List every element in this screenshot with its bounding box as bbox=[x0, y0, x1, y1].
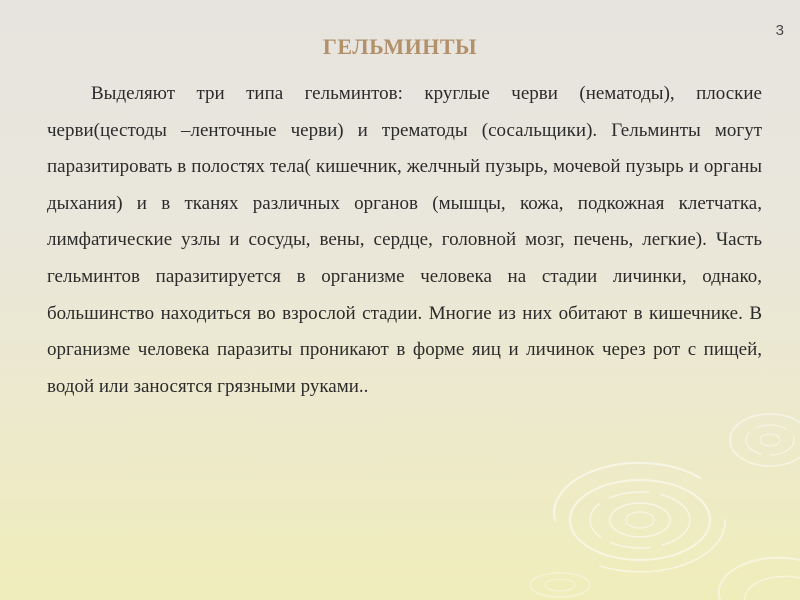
page-number: 3 bbox=[775, 22, 784, 39]
slide-title: ГЕЛЬМИНТЫ bbox=[322, 34, 478, 59]
body-paragraph: Выделяют три типа гельминтов: круглые черви (нематоды), плоские черви(цестоды –ленточные черви) и трематоды (сосальщики). Гельминты могут паразитировать в полостях тела( кишечник, желчный пузырь, мочевой пузырь и органы дыхания) и в тканях различных органов (мышцы, кожа, подкожная клетчатка, лимфатические узлы и сосуды, вены, сердце, головной мозг, печень, легкие). Часть гельминтов паразитируется в организме человека на стадии личинки, однако, большинство находиться во взрослой стадии. Многие из них обитают в кишечнике. В организме человека паразиты проникают в форме яиц и личинок через рот с пищей, водой или заносятся грязными руками.. bbox=[47, 83, 762, 397]
